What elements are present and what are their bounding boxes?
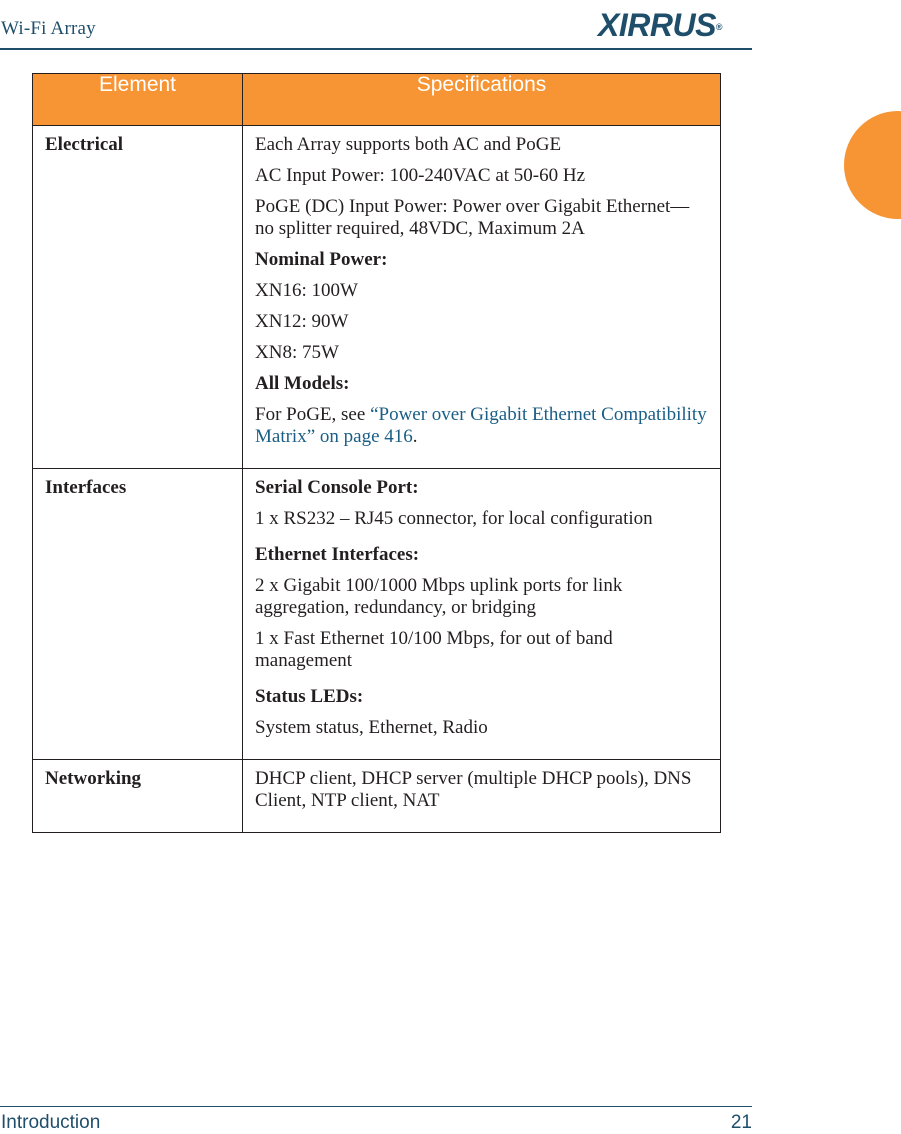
spec-subheading: Ethernet Interfaces:: [255, 544, 420, 565]
logo-text: XIRRUS: [598, 7, 716, 43]
row-specs: [243, 126, 721, 469]
spec-line: System status, Ethernet, Radio: [255, 717, 488, 738]
spec-line: 1 x RS232 – RJ45 connector, for local configuration: [255, 508, 653, 529]
spec-line: [255, 404, 708, 448]
row-specs: [243, 469, 721, 760]
row-label: Electrical: [33, 126, 243, 469]
specifications-table: [32, 73, 721, 833]
running-header-title: Wi-Fi Array: [1, 18, 96, 39]
spec-line: XN8: 75W: [255, 342, 339, 363]
spec-subheading: Nominal Power:: [255, 249, 388, 270]
row-label: Networking: [33, 760, 243, 833]
row-specs: [243, 760, 721, 833]
header-divider: [0, 48, 752, 50]
header-element: Element: [33, 74, 243, 126]
spec-text: For PoGE, see: [255, 404, 371, 425]
logo-registered-mark: ®: [715, 22, 723, 32]
cross-reference-link[interactable]: “Power over Gigabit Ethernet Compatibility Matrix” on page 416: [255, 404, 707, 447]
spec-line: XN12: 90W: [255, 311, 349, 332]
spec-line: PoGE (DC) Input Power: Power over Gigabit Ethernet—no splitter required, 48VDC, Maximum 2A: [255, 196, 690, 239]
footer-section-name: Introduction: [1, 1112, 101, 1133]
page-number: 21: [730, 1112, 752, 1133]
footer-divider: [0, 1106, 752, 1107]
chapter-tab-marker: [844, 111, 901, 219]
spec-line: DHCP client, DHCP server (multiple DHCP pools), DNS Client, NTP client, NAT: [255, 768, 692, 811]
table-row-electrical: [33, 126, 721, 469]
table-row-networking: [33, 760, 721, 833]
header-specifications: Specifications: [243, 74, 721, 126]
spec-subheading: Status LEDs:: [255, 686, 364, 707]
xirrus-logo: [598, 8, 722, 42]
table-row-interfaces: [33, 469, 721, 760]
spec-line: AC Input Power: 100-240VAC at 50-60 Hz: [255, 165, 586, 186]
table-header-row: [33, 74, 721, 126]
spec-text: .: [412, 426, 418, 447]
row-label: Interfaces: [33, 469, 243, 760]
spec-line: XN16: 100W: [255, 280, 358, 301]
spec-subheading: Serial Console Port:: [255, 477, 419, 498]
spec-line: 1 x Fast Ethernet 10/100 Mbps, for out of band management: [255, 628, 613, 671]
spec-subheading: All Models:: [255, 373, 350, 394]
spec-line: 2 x Gigabit 100/1000 Mbps uplink ports for link aggregation, redundancy, or bridging: [255, 575, 623, 618]
spec-line: Each Array supports both AC and PoGE: [255, 134, 562, 155]
